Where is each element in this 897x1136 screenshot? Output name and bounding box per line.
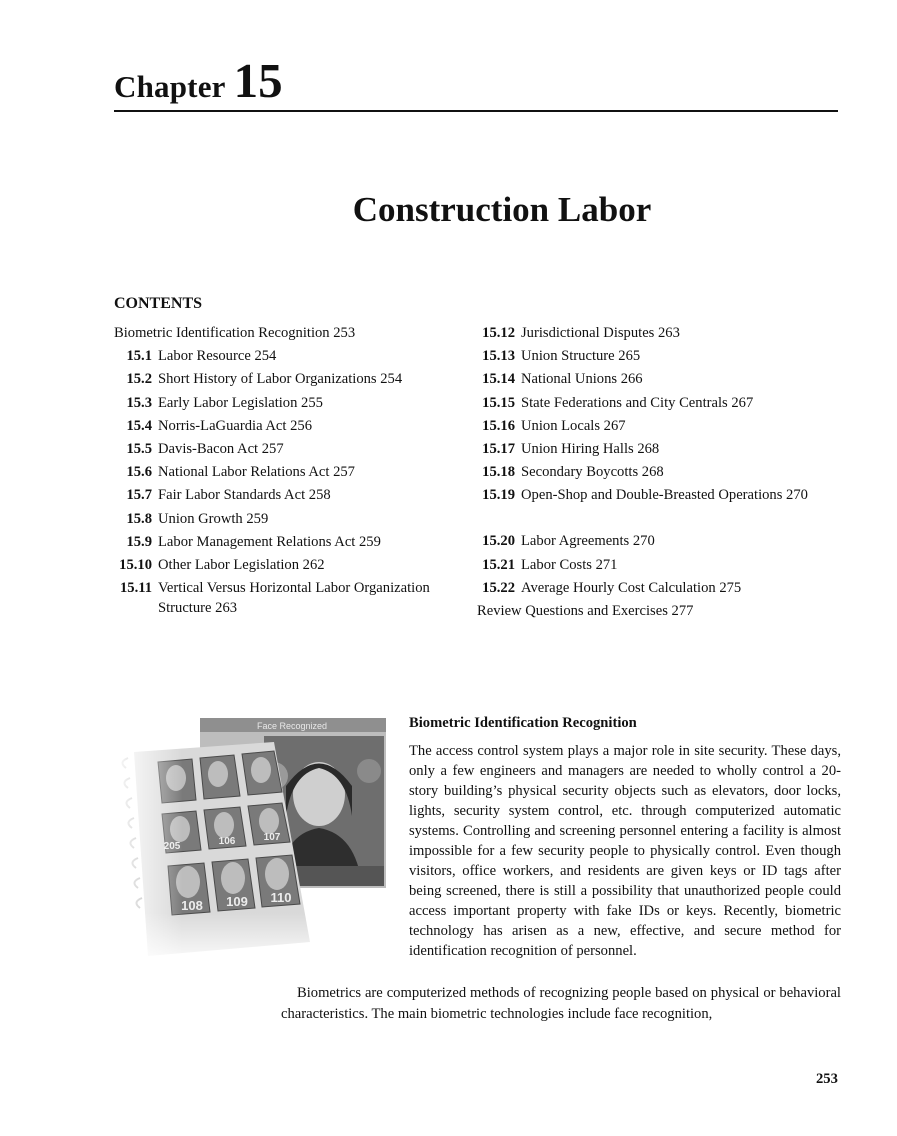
toc-entry-number: 15.18 <box>482 464 515 481</box>
section-body-continued <box>281 983 841 1024</box>
toc-entry <box>477 369 817 392</box>
toc-entry-title: Vertical Versus Horizontal Labor Organization Structure 263 <box>158 580 430 617</box>
toc-entry <box>477 439 817 462</box>
toc-entry-title: Other Labor Legislation 262 <box>158 556 325 573</box>
paragraph-1: The access control system plays a major role in site security. These days, only a few engineers and managers are needed to wholly control a 20-story building’s physical security objects such as elevators, door locks, lights, security system control, etc. through computerized automatic systems. Controlling and screening personnel entering a facility is almost impossible for a few security people to physically control. Even though visitors, office workers, and residents are given keys or ID tags after being screened, there is still a possibility that unauthorized people could access important property with fake IDs or keys. Recently, biometric technology has arisen as a new, effective, and secure method for identification recognition of personnel. <box>409 743 841 959</box>
toc-left-column <box>114 323 454 624</box>
toc-entry-number: 15.21 <box>482 556 515 573</box>
toc-entry-title: Secondary Boycotts 268 <box>521 464 664 481</box>
toc-entry-number: 15.6 <box>126 464 152 481</box>
toc-entry-number: 15.19 <box>482 487 515 504</box>
section-heading: Biometric Identification Recognition <box>409 715 637 731</box>
toc-entry-number: 15.13 <box>482 348 515 365</box>
toc-entry-number: 15.11 <box>119 580 152 597</box>
toc-entry-title: Union Hiring Halls 268 <box>521 440 660 457</box>
toc-entry-title: Norris-LaGuardia Act 256 <box>158 417 312 434</box>
toc-entry-title: Union Growth 259 <box>158 510 269 527</box>
toc-entry-title: Labor Resource 254 <box>158 348 277 365</box>
toc-entry <box>477 485 817 531</box>
toc-entry-title: Fair Labor Standards Act 258 <box>158 487 331 504</box>
toc-entry-title: Average Hourly Cost Calculation 275 <box>521 579 742 596</box>
toc-entry <box>114 509 454 532</box>
toc-entry-number: 15.2 <box>126 371 152 388</box>
toc-entry-number: 15.5 <box>126 440 152 457</box>
chapter-title-block <box>114 190 838 230</box>
contents-heading: CONTENTS <box>114 295 203 312</box>
chapter-word: Chapter <box>114 69 226 104</box>
toc-entry-number: 15.10 <box>119 556 152 573</box>
chapter-heading <box>114 52 283 109</box>
toc-entry-number: 15.9 <box>126 533 152 550</box>
toc-entry-number: 15.20 <box>482 533 515 550</box>
toc-entry <box>114 369 454 392</box>
toc-entry-title: National Labor Relations Act 257 <box>158 464 355 481</box>
toc-entry <box>477 601 817 624</box>
toc-entry <box>477 462 817 485</box>
toc-entry <box>477 555 817 578</box>
toc-entry-number: 15.17 <box>482 440 515 457</box>
toc-entry-number: 15.8 <box>126 510 152 527</box>
face-recognition-photo <box>114 716 388 962</box>
toc-entry <box>114 532 454 555</box>
toc-entry-title: Jurisdictional Disputes 263 <box>521 325 680 341</box>
paragraph-2: Biometrics are computerized methods of recognizing people based on physical or behavioral characteristics. The main biometric technologies include face recognition, <box>281 985 841 1022</box>
toc-entry <box>114 346 454 369</box>
toc-entry-title: Early Labor Legislation 255 <box>158 394 323 411</box>
toc-entry <box>114 578 454 624</box>
toc-entry-title: Labor Agreements 270 <box>521 533 655 550</box>
toc-entry <box>477 416 817 439</box>
chapter-number: 15 <box>233 53 283 108</box>
toc-entry-title: State Federations and City Centrals 267 <box>521 394 754 411</box>
toc-entry <box>477 323 817 346</box>
toc-entry <box>114 439 454 462</box>
toc-entry-title: Labor Management Relations Act 259 <box>158 533 381 550</box>
toc-entry-title: National Unions 266 <box>521 371 643 388</box>
toc-entry-title: Union Structure 265 <box>521 348 641 365</box>
section-body <box>409 741 841 961</box>
toc-entry-title: Davis-Bacon Act 257 <box>158 440 284 457</box>
toc-entry-number: 15.14 <box>482 371 515 388</box>
toc-entry <box>114 393 454 416</box>
toc-entry-number: 15.15 <box>482 394 515 411</box>
toc-entry-number: 15.16 <box>482 417 515 434</box>
toc-entry <box>114 485 454 508</box>
chapter-title: Construction Labor <box>352 190 652 229</box>
toc-entry-number: 15.4 <box>126 417 152 434</box>
toc-entry-title: Review Questions and Exercises 277 <box>477 602 694 619</box>
toc-entry-title: Short History of Labor Organizations 254 <box>158 371 403 388</box>
toc-entry-number: 15.7 <box>126 487 152 504</box>
toc-entry <box>477 393 817 416</box>
toc-entry <box>114 555 454 578</box>
page-number: 253 <box>816 1071 838 1087</box>
toc-entry-number: 15.12 <box>482 325 515 341</box>
toc-entry <box>477 531 817 554</box>
toc-entry <box>114 416 454 439</box>
toc-entry-title: Union Locals 267 <box>521 417 626 434</box>
toc-entry <box>114 462 454 485</box>
toc-entry <box>477 578 817 601</box>
toc-entry-number: 15.22 <box>482 579 515 596</box>
toc-entry-number: 15.1 <box>126 348 152 365</box>
toc-right-column <box>477 323 817 624</box>
toc-entry <box>477 346 817 369</box>
toc-entry-title: Biometric Identification Recognition 253 <box>114 325 356 341</box>
chapter-rule <box>114 110 838 112</box>
toc-entry-title: Labor Costs 271 <box>521 556 618 573</box>
toc-entry-title: Open-Shop and Double-Breasted Operations 270 <box>521 487 808 504</box>
toc-entry-number: 15.3 <box>126 394 152 411</box>
toc-entry <box>114 323 454 346</box>
